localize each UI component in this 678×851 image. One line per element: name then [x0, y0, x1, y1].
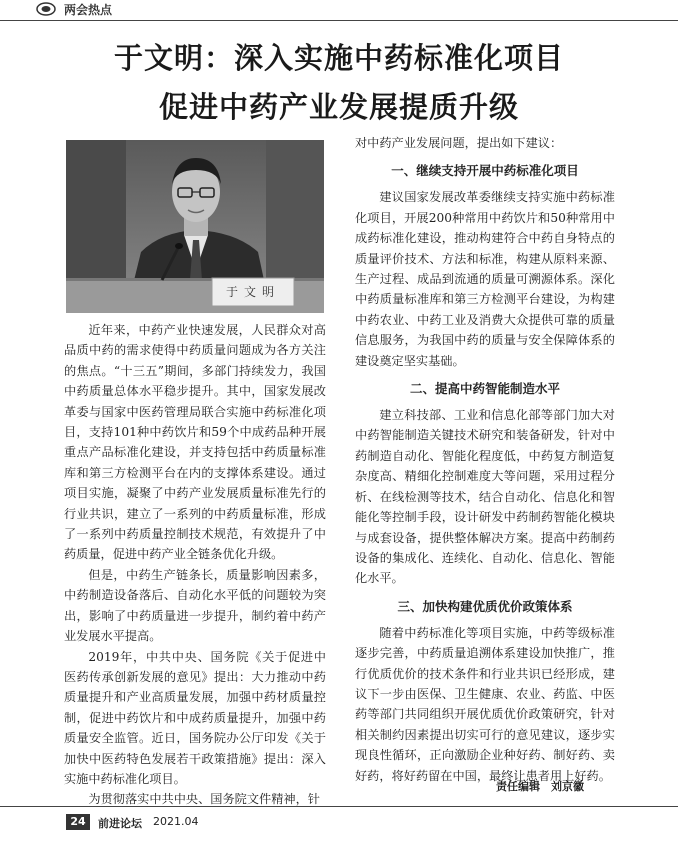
speaker-nameplate: 于文明	[225, 285, 280, 299]
section-heading: 三、加快构建优质优价政策体系	[397, 598, 573, 614]
headline-line-1: 于文明：深入实施中药标准化项目	[113, 41, 564, 75]
headline-line-2: 促进中药产业发展提质升级	[158, 90, 519, 124]
issue-number: 2021.04	[153, 815, 199, 828]
header-bar	[0, 0, 678, 21]
right-column	[355, 133, 615, 786]
paragraph: 对中药产业发展问题，提出如下建议：	[355, 136, 563, 150]
left-column	[64, 320, 326, 810]
page-number: 24	[66, 814, 90, 830]
magazine-name: 前进论坛	[98, 817, 142, 830]
footer-divider	[0, 806, 678, 807]
editor-credit: 责任编辑 刘京徽	[496, 780, 584, 793]
paragraph: 随着中药标准化等项目实施，中药等级标准逐步完善，中药质量追溯体系建设加快推广，推行优质优价的技术条件和行业共识已经形成，建议下一步由医保、卫生健康、农业、药监、中医药等部门共同组织开展优质优价政策研究，针对相关制约因素提出切实可行的意见建议，逐步实现良性循环，正向激励企业种好药、制好药、卖好药，将好药留在中国，最终让患者用上好药。	[355, 625, 615, 783]
paragraph: 2019年，中共中央、国务院《关于促进中医药传承创新发展的意见》提出：大力推动中药质量提升和产业高质量发展，加强中药材质量控制，促进中药饮片和中成药质量提升，加强中药质量安全监管。近日，国务院办公厅印发《关于加快中医药特色发展若干政策措施》提出：深入实施中药标准化项目。	[64, 649, 326, 786]
paragraph: 建立科技部、工业和信息化部等部门加大对中药智能制造关键技术研究和装备研发，针对中药制造自动化、智能化程度低，中药复方制造复杂度高、精细化控制难度大等问题，采用过程分析、在线检测等技术，结合自动化、信息化和智能化等控制手段，设计研发中药制药智能化模块与成套设备，提供整体解决方案。提高中药制药设备的集成化、连续化、自动化、信息化、智能化水平。	[355, 408, 615, 586]
speaker-photo	[66, 140, 324, 313]
section-heading: 一、继续支持开展中药标准化项目	[391, 163, 579, 179]
paragraph: 建议国家发展改革委继续支持实施中药标准化项目，开展200种常用中药饮片和50种常用中成药标准化建设，推动构建符合中药自身特点的质量评价技术、方法和标准，构建从原料来源、生产过程、成品到流通的质量可溯源体系。深化中药质量标准库和第三方检测平台建设，为构建中药农业、中药工业及消费大众提供可靠的质量信息服务，为我国中药的质量与安全保障体系的建设奠定坚实基础。	[355, 190, 615, 368]
paragraph: 为贯彻落实中共中央、国务院文件精神，针	[88, 792, 320, 807]
section-heading: 二、提高中药智能制造水平	[409, 381, 560, 397]
section-label: 两会热点	[64, 3, 113, 17]
section-badge-icon	[36, 2, 56, 16]
paragraph: 近年来，中药产业快速发展，人民群众对高品质中药的需求使得中药质量问题成为各方关注的焦点。“十三五”期间，多部门持续发力，我国中药质量总体水平稳步提升。其中，国家发展改革委与国家中医药管理局联合实施中药标准化项目，支持101种中药饮片和59个中成药品种开展重点产品标准化建设，并支持包括中药质量标准库和第三方检测平台在内的支撑体系建设。通过项目实施，凝聚了中药产业发展质量标准先行的行业共识，建立了一系列的中药质量标准，形成了一系列中药质量控制技术规范，有效提升了中药质量，促进中药产业全链条优化升级。	[64, 323, 326, 562]
paragraph: 但是，中药生产链条长，质量影响因素多，中药制造设备落后、自动化水平低的问题较为突出，影响了中药质量进一步提升，制约着中药产业发展水平提高。	[64, 567, 326, 644]
